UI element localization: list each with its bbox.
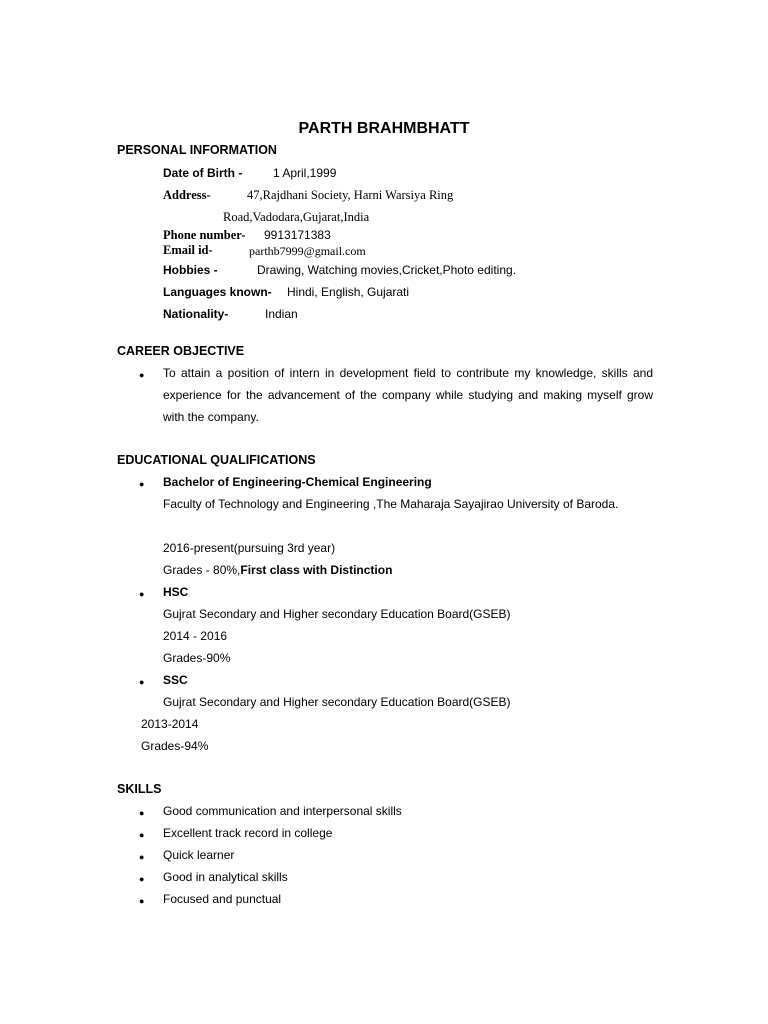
nationality-value: Indian <box>265 307 298 321</box>
personal-info-heading: PERSONAL INFORMATION <box>117 143 277 157</box>
bullet-icon: ● <box>139 479 145 489</box>
address-line-2: Road,Vadodara,Gujarat,India <box>223 210 370 224</box>
ssc-years: 2013-2014 <box>141 717 199 731</box>
ssc-grades: Grades-94% <box>141 739 209 753</box>
address-label: Address- <box>163 188 211 202</box>
be-distinction: First class with Distinction <box>240 563 393 577</box>
be-years: 2016-present(pursuing 3rd year) <box>163 541 336 555</box>
address-line-1: 47,Rajdhani Society, Harni Warsiya Ring <box>247 188 454 202</box>
bullet-icon: ● <box>139 874 145 884</box>
hobbies-value: Drawing, Watching movies,Cricket,Photo editing. <box>257 263 516 277</box>
skill-item: Focused and punctual <box>163 892 282 906</box>
skill-item: Good communication and interpersonal skills <box>163 804 402 818</box>
phone-label: Phone number- <box>163 228 246 242</box>
career-objective-heading: CAREER OBJECTIVE <box>117 344 245 358</box>
bullet-icon: ● <box>139 370 145 380</box>
bullet-icon: ● <box>139 677 145 687</box>
hsc-grades: Grades-90% <box>163 651 231 665</box>
bullet-icon: ● <box>139 808 145 818</box>
dob-value: 1 April,1999 <box>273 166 337 180</box>
bullet-icon: ● <box>139 896 145 906</box>
hsc-board: Gujrat Secondary and Higher secondary Education Board(GSEB) <box>163 607 511 621</box>
resume-name: PARTH BRAHMBHATT <box>298 120 470 137</box>
be-grades-value: Grades - 80%, <box>163 563 241 577</box>
skill-item: Good in analytical skills <box>163 870 288 884</box>
bullet-icon: ● <box>139 852 145 862</box>
hobbies-label: Hobbies - <box>163 263 218 277</box>
skill-item: Excellent track record in college <box>163 826 333 840</box>
career-objective-text: To attain a position of intern in development field to contribute my knowledge, skills and experience for the advancement of the company while studying and making myself grow with the company. <box>163 366 653 424</box>
skill-item: Quick learner <box>163 848 235 862</box>
dob-label: Date of Birth - <box>163 166 243 180</box>
email-value: parthb7999@gmail.com <box>249 244 366 258</box>
be-title: Bachelor of Engineering-Chemical Engineering <box>163 475 432 489</box>
languages-value: Hindi, English, Gujarati <box>287 285 410 299</box>
email-label: Email id- <box>163 243 213 257</box>
ssc-title: SSC <box>163 673 188 687</box>
be-grades <box>163 563 392 577</box>
nationality-label: Nationality- <box>163 307 229 321</box>
skills-heading: SKILLS <box>117 782 162 796</box>
ssc-board: Gujrat Secondary and Higher secondary Education Board(GSEB) <box>163 695 511 709</box>
education-heading: EDUCATIONAL QUALIFICATIONS <box>117 453 316 467</box>
languages-label: Languages known- <box>163 285 272 299</box>
phone-value: 9913171383 <box>264 228 331 242</box>
bullet-icon: ● <box>139 830 145 840</box>
bullet-icon: ● <box>139 589 145 599</box>
be-institute: Faculty of Technology and Engineering ,The Maharaja Sayajirao University of Baroda. <box>163 497 619 511</box>
hsc-title: HSC <box>163 585 189 599</box>
hsc-years: 2014 - 2016 <box>163 629 228 643</box>
